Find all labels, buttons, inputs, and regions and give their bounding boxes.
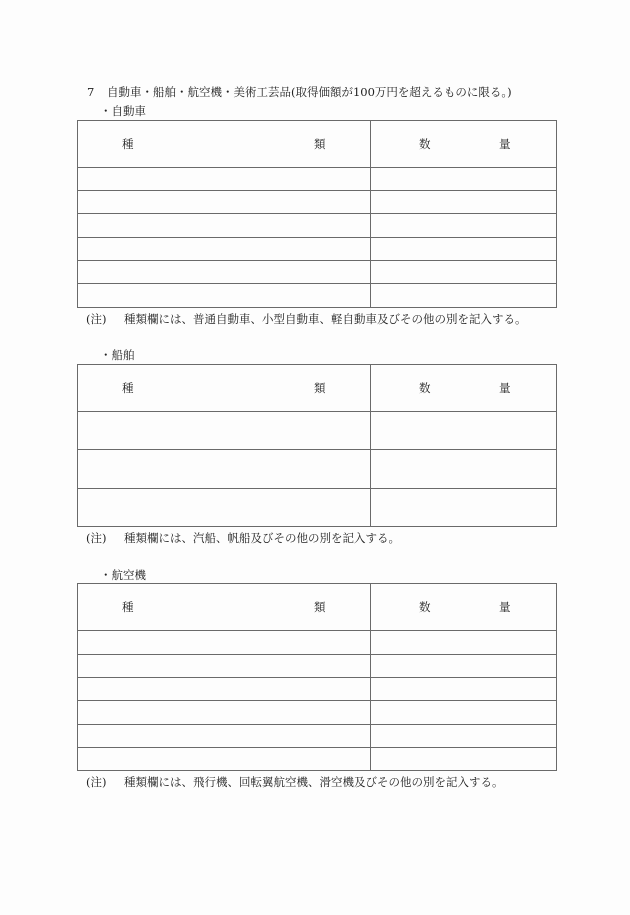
vehicle-note bbox=[86, 311, 527, 327]
table-row bbox=[78, 450, 557, 489]
table-header-row bbox=[78, 365, 557, 412]
type-cell[interactable] bbox=[78, 655, 371, 678]
note-tag: (注) bbox=[86, 775, 107, 789]
type-header-right: 類 bbox=[314, 381, 326, 395]
type-header bbox=[78, 121, 371, 168]
type-cell[interactable] bbox=[78, 214, 371, 238]
type-cell[interactable] bbox=[78, 450, 371, 489]
quantity-header bbox=[371, 365, 557, 412]
quantity-header-left: 数 bbox=[419, 137, 431, 151]
type-header-right: 類 bbox=[314, 137, 326, 151]
quantity-cell[interactable] bbox=[371, 450, 557, 489]
type-header-right: 類 bbox=[314, 600, 326, 614]
table-row bbox=[78, 678, 557, 701]
type-cell[interactable] bbox=[78, 748, 371, 771]
note-text: 種類欄には、飛行機、回転翼航空機、滑空機及びその他の別を記入する。 bbox=[124, 775, 504, 789]
quantity-cell[interactable] bbox=[371, 261, 557, 284]
aircraft-table bbox=[77, 583, 557, 771]
ship-heading: ・船舶 bbox=[100, 348, 135, 362]
quantity-header bbox=[371, 121, 557, 168]
quantity-cell[interactable] bbox=[371, 214, 557, 238]
quantity-cell[interactable] bbox=[371, 284, 557, 308]
aircraft-note bbox=[86, 774, 504, 790]
table-row bbox=[78, 412, 557, 450]
table-row bbox=[78, 489, 557, 527]
type-cell[interactable] bbox=[78, 191, 371, 214]
aircraft-heading: ・航空機 bbox=[100, 568, 146, 582]
note-text: 種類欄には、普通自動車、小型自動車、軽自動車及びその他の別を記入する。 bbox=[124, 312, 527, 326]
table-row bbox=[78, 631, 557, 655]
type-cell[interactable] bbox=[78, 238, 371, 261]
type-cell[interactable] bbox=[78, 284, 371, 308]
quantity-header-left: 数 bbox=[419, 381, 431, 395]
type-cell[interactable] bbox=[78, 678, 371, 701]
table-row bbox=[78, 701, 557, 725]
table-header-row bbox=[78, 584, 557, 631]
section-title bbox=[87, 84, 512, 100]
quantity-header-right: 量 bbox=[499, 137, 511, 151]
note-tag: (注) bbox=[86, 312, 107, 326]
type-cell[interactable] bbox=[78, 261, 371, 284]
table-row bbox=[78, 284, 557, 308]
quantity-cell[interactable] bbox=[371, 489, 557, 527]
type-cell[interactable] bbox=[78, 701, 371, 725]
quantity-cell[interactable] bbox=[371, 238, 557, 261]
type-cell[interactable] bbox=[78, 412, 371, 450]
quantity-cell[interactable] bbox=[371, 412, 557, 450]
ship-table bbox=[77, 364, 557, 527]
section-title-text: 自動車・船舶・航空機・美術工芸品(取得価額が100万円を超えるものに限る。) bbox=[107, 85, 512, 99]
table-row bbox=[78, 725, 557, 748]
type-header bbox=[78, 365, 371, 412]
type-header bbox=[78, 584, 371, 631]
type-header-left: 種 bbox=[122, 137, 134, 151]
table-row bbox=[78, 655, 557, 678]
type-cell[interactable] bbox=[78, 489, 371, 527]
type-cell[interactable] bbox=[78, 631, 371, 655]
quantity-header-left: 数 bbox=[419, 600, 431, 614]
quantity-cell[interactable] bbox=[371, 701, 557, 725]
table-row bbox=[78, 261, 557, 284]
quantity-header bbox=[371, 584, 557, 631]
quantity-cell[interactable] bbox=[371, 168, 557, 191]
note-tag: (注) bbox=[86, 531, 107, 545]
table-row bbox=[78, 191, 557, 214]
vehicle-table bbox=[77, 120, 557, 308]
type-cell[interactable] bbox=[78, 168, 371, 191]
table-row bbox=[78, 168, 557, 191]
quantity-cell[interactable] bbox=[371, 678, 557, 701]
quantity-header-right: 量 bbox=[499, 600, 511, 614]
table-row bbox=[78, 748, 557, 771]
table-row bbox=[78, 214, 557, 238]
type-cell[interactable] bbox=[78, 725, 371, 748]
section-number: 7 bbox=[87, 85, 95, 99]
note-text: 種類欄には、汽船、帆船及びその他の別を記入する。 bbox=[124, 531, 400, 545]
ship-note bbox=[86, 530, 400, 546]
quantity-cell[interactable] bbox=[371, 725, 557, 748]
quantity-header-right: 量 bbox=[499, 381, 511, 395]
type-header-left: 種 bbox=[122, 600, 134, 614]
vehicle-heading: ・自動車 bbox=[100, 104, 146, 118]
table-row bbox=[78, 238, 557, 261]
quantity-cell[interactable] bbox=[371, 655, 557, 678]
table-header-row bbox=[78, 121, 557, 168]
quantity-cell[interactable] bbox=[371, 191, 557, 214]
quantity-cell[interactable] bbox=[371, 748, 557, 771]
quantity-cell[interactable] bbox=[371, 631, 557, 655]
type-header-left: 種 bbox=[122, 381, 134, 395]
